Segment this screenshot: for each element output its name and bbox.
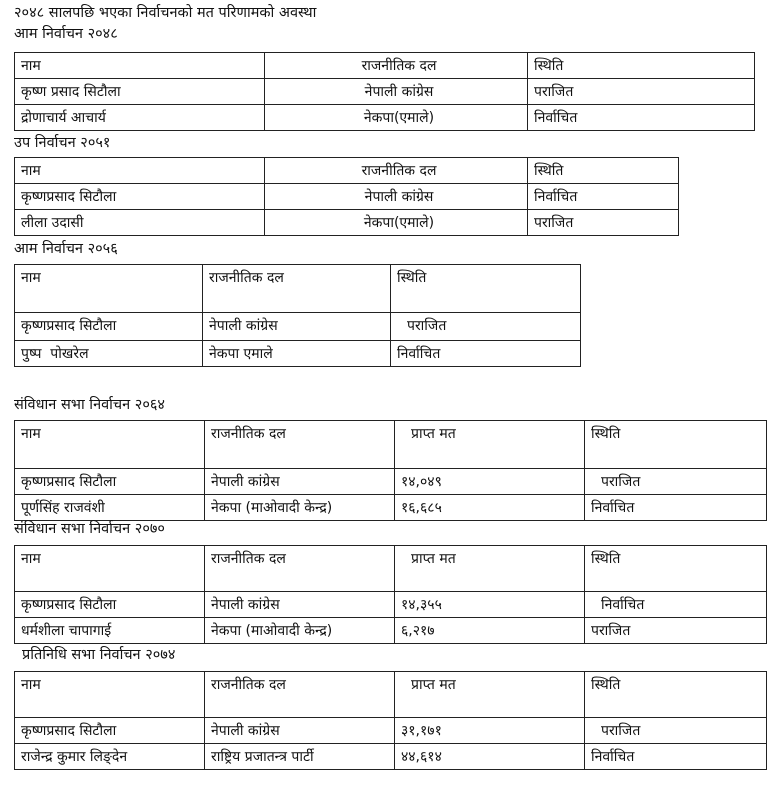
col-header-party: राजनीतिक दल (265, 158, 528, 184)
cell-party: नेपाली कांग्रेस (205, 592, 395, 618)
results-table-2056 (14, 264, 581, 367)
cell-votes: १६,६८५ (395, 495, 585, 521)
col-header-name: नाम (15, 546, 205, 592)
cell-name: पूर्णसिंह राजवंशी (15, 495, 205, 521)
cell-name: धर्मशीला चापागाई (15, 618, 205, 644)
col-header-party: राजनीतिक दल (203, 265, 391, 313)
col-header-status: स्थिति (528, 158, 679, 184)
cell-party: नेपाली कांग्रेस (265, 79, 528, 105)
col-header-votes: प्राप्त मत (395, 421, 585, 469)
col-header-status: स्थिति (391, 265, 581, 313)
table-row (15, 618, 767, 644)
cell-name: द्रोणाचार्य आचार्य (15, 105, 265, 131)
cell-status: पराजित (585, 618, 767, 644)
col-header-party: राजनीतिक दल (205, 421, 395, 469)
table-row (15, 469, 767, 495)
table-row (15, 744, 767, 770)
col-header-party: राजनीतिक दल (205, 546, 395, 592)
cell-status: पराजित (585, 469, 767, 495)
table-header-row (15, 672, 767, 718)
col-header-status: स्थिति (585, 672, 767, 718)
cell-votes: ६,२१७ (395, 618, 585, 644)
cell-name: कृष्णप्रसाद सिटौला (15, 313, 203, 341)
cell-name: कृष्णप्रसाद सिटौला (15, 592, 205, 618)
col-header-name: नाम (15, 53, 265, 79)
cell-status: निर्वाचित (391, 341, 581, 367)
section-heading-2051: उप निर्वाचन २०५१ (14, 135, 111, 151)
col-header-status: स्थिति (528, 53, 755, 79)
results-table-2048 (14, 52, 755, 131)
cell-status: निर्वाचित (528, 105, 755, 131)
cell-status: पराजित (585, 718, 767, 744)
table-header-row (15, 546, 767, 592)
table-header-row (15, 265, 581, 313)
table-header-row (15, 53, 755, 79)
cell-party: राष्ट्रिय प्रजातन्त्र पार्टी (205, 744, 395, 770)
table-row (15, 592, 767, 618)
col-header-name: नाम (15, 672, 205, 718)
cell-votes: ३१,१७१ (395, 718, 585, 744)
cell-status: निर्वाचित (585, 495, 767, 521)
section-heading-2056: आम निर्वाचन २०५६ (14, 241, 118, 257)
table-row (15, 210, 679, 236)
section-heading-2074: प्रतिनिधि सभा निर्वाचन २०७४ (22, 647, 176, 663)
results-table-2051 (14, 157, 679, 236)
table-row (15, 105, 755, 131)
cell-name: लीला उदासी (15, 210, 265, 236)
col-header-name: नाम (15, 158, 265, 184)
table-row (15, 313, 581, 341)
cell-status: पराजित (528, 79, 755, 105)
col-header-name: नाम (15, 421, 205, 469)
col-header-name: नाम (15, 265, 203, 313)
results-table-2064 (14, 420, 767, 521)
table-row (15, 79, 755, 105)
cell-party: नेपाली कांग्रेस (205, 718, 395, 744)
col-header-status: स्थिति (585, 546, 767, 592)
cell-party: नेपाली कांग्रेस (265, 184, 528, 210)
cell-name: कृष्णप्रसाद सिटौला (15, 469, 205, 495)
table-row (15, 184, 679, 210)
cell-votes: १४,०४९ (395, 469, 585, 495)
cell-name: राजेन्द्र कुमार लिङ्देन (15, 744, 205, 770)
table-header-row (15, 158, 679, 184)
col-header-status: स्थिति (585, 421, 767, 469)
cell-party: नेकपा एमाले (203, 341, 391, 367)
cell-status: पराजित (528, 210, 679, 236)
cell-party: नेकपा(एमाले) (265, 105, 528, 131)
section-heading-2064: संविधान सभा निर्वाचन २०६४ (14, 397, 165, 413)
cell-party: नेपाली कांग्रेस (203, 313, 391, 341)
cell-party: नेकपा (माओवादी केन्द्र) (205, 618, 395, 644)
table-row (15, 341, 581, 367)
cell-party: नेपाली कांग्रेस (205, 469, 395, 495)
col-header-votes: प्राप्त मत (395, 672, 585, 718)
cell-votes: ४४,६१४ (395, 744, 585, 770)
page-title: २०४८ सालपछि भएका निर्वाचनको मत परिणामको अवस्था (14, 5, 317, 21)
cell-name: कृष्णप्रसाद सिटौला (15, 184, 265, 210)
cell-party: नेकपा(एमाले) (265, 210, 528, 236)
cell-status: पराजित (391, 313, 581, 341)
section-heading-2048: आम निर्वाचन २०४८ (14, 26, 118, 42)
table-header-row (15, 421, 767, 469)
results-table-2074 (14, 671, 767, 770)
cell-status: निर्वाचित (585, 744, 767, 770)
cell-status: निर्वाचित (585, 592, 767, 618)
table-row (15, 718, 767, 744)
col-header-votes: प्राप्त मत (395, 546, 585, 592)
table-row (15, 495, 767, 521)
section-heading-2070: संविधान सभा निर्वाचन २०७० (14, 521, 165, 537)
cell-status: निर्वाचित (528, 184, 679, 210)
cell-name: कृष्णप्रसाद सिटौला (15, 718, 205, 744)
cell-name: पुष्प पोखरेल (15, 341, 203, 367)
cell-party: नेकपा (माओवादी केन्द्र) (205, 495, 395, 521)
cell-votes: १४,३५५ (395, 592, 585, 618)
col-header-party: राजनीतिक दल (265, 53, 528, 79)
col-header-party: राजनीतिक दल (205, 672, 395, 718)
cell-name: कृष्ण प्रसाद सिटौला (15, 79, 265, 105)
results-table-2070 (14, 545, 767, 644)
